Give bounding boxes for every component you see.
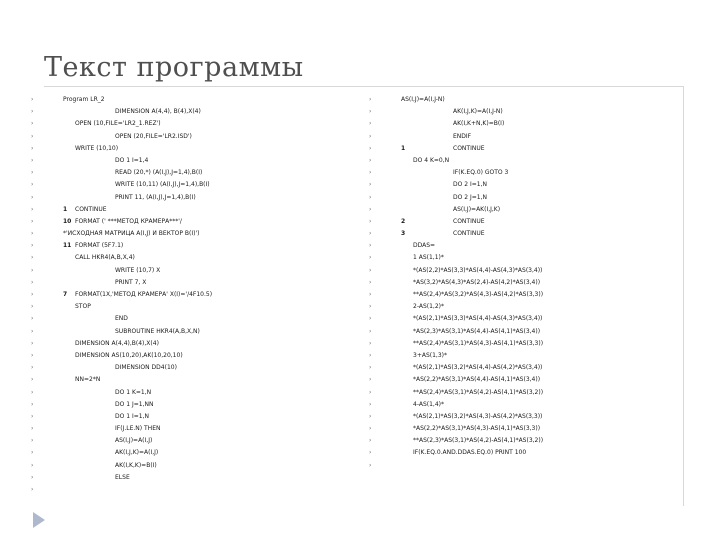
code-line bbox=[369, 423, 679, 435]
code-line bbox=[369, 301, 679, 313]
bullet-icon bbox=[31, 252, 37, 264]
code-line bbox=[31, 252, 351, 264]
code-text: END bbox=[115, 315, 128, 323]
code-line bbox=[369, 265, 679, 277]
code-text: AS(I,J)=AK(I,J,K) bbox=[453, 205, 501, 213]
code-text: IF(J.LE.N) THEN bbox=[115, 425, 161, 433]
bullet-icon bbox=[31, 192, 37, 204]
code-line bbox=[369, 277, 679, 289]
code-text: **AS(2,4)*AS(3,2)*AS(4,3)-AS(4,2)*AS(3,3)) bbox=[413, 291, 544, 298]
code-text: OPEN (20,FILE='LR2.ISD') bbox=[115, 132, 192, 140]
code-line bbox=[31, 472, 351, 484]
code-text: AK(I,J,K)=A(I,J) bbox=[115, 449, 159, 457]
code-text: PRINT 7, X bbox=[115, 278, 147, 286]
code-text: ENDIF bbox=[453, 132, 472, 140]
code-line bbox=[369, 155, 679, 167]
code-text: *AS(2,3)*AS(3,1)*AS(4,4)-AS(4,1)*AS(3,4)) bbox=[413, 327, 541, 335]
bullet-icon bbox=[369, 289, 375, 301]
code-line bbox=[369, 192, 679, 204]
code-line bbox=[369, 338, 679, 350]
code-text: NN=2*N bbox=[75, 376, 101, 384]
bullet-icon bbox=[369, 338, 375, 350]
bullet-icon bbox=[31, 94, 37, 106]
bullet-icon bbox=[31, 277, 37, 289]
bullet-icon bbox=[31, 484, 37, 496]
bullet-icon bbox=[369, 447, 375, 459]
code-text: STOP bbox=[75, 303, 91, 311]
bullet-icon bbox=[31, 204, 37, 216]
code-line bbox=[369, 131, 679, 143]
code-line bbox=[31, 460, 351, 472]
code-line bbox=[31, 155, 351, 167]
bullet-icon bbox=[31, 374, 37, 386]
bullet-icon bbox=[31, 155, 37, 167]
bullet-icon bbox=[369, 362, 375, 374]
code-text: 4-AS(1,4)* bbox=[413, 400, 444, 408]
code-text: CALL HKR4(A,B,X,4) bbox=[75, 254, 135, 262]
code-text: FORMAT (5F7.1) bbox=[75, 242, 124, 250]
bullet-icon bbox=[369, 192, 375, 204]
code-text: **AS(2,4)*AS(3,1)*AS(4,3)-AS(4,1)*AS(3,3)) bbox=[413, 339, 544, 347]
code-line bbox=[31, 192, 351, 204]
bullet-icon bbox=[31, 106, 37, 118]
bullet-icon bbox=[369, 399, 375, 411]
slide-title: Текст программы bbox=[44, 52, 304, 83]
code-text: DO 2 I=1,N bbox=[453, 181, 487, 189]
program-text-left-column bbox=[31, 94, 351, 496]
bullet-icon bbox=[369, 143, 375, 155]
statement-label: 11 bbox=[63, 242, 72, 250]
bullet-icon bbox=[369, 240, 375, 252]
code-line bbox=[31, 265, 351, 277]
code-line bbox=[369, 411, 679, 423]
code-text: AS(I,J)=A(I,J-N) bbox=[401, 96, 445, 103]
code-line bbox=[31, 301, 351, 313]
code-text: ELSE bbox=[115, 473, 130, 481]
code-line bbox=[369, 435, 679, 447]
bullet-icon bbox=[369, 118, 375, 130]
code-line bbox=[369, 460, 679, 472]
bullet-icon bbox=[31, 179, 37, 191]
code-line bbox=[369, 252, 679, 264]
statement-label: 10 bbox=[63, 217, 72, 225]
code-line bbox=[31, 387, 351, 399]
bullet-icon bbox=[31, 338, 37, 350]
code-line bbox=[31, 338, 351, 350]
code-line bbox=[31, 179, 351, 191]
bullet-icon bbox=[31, 289, 37, 301]
bullet-icon bbox=[31, 301, 37, 313]
bullet-icon bbox=[369, 411, 375, 423]
code-line bbox=[31, 240, 351, 252]
code-line bbox=[31, 118, 351, 130]
code-text: **AS(2,3)*AS(3,1)*AS(4,2)-AS(4,1)*AS(3,2)) bbox=[413, 437, 544, 445]
code-line bbox=[369, 94, 679, 106]
code-line bbox=[31, 447, 351, 459]
program-text-right-column bbox=[369, 94, 679, 472]
code-line bbox=[369, 179, 679, 191]
code-text: *(AS(2,2)*AS(3,3)*AS(4,4)-AS(4,3)*AS(3,4)) bbox=[413, 266, 543, 274]
code-text: DO 4 K=0,N bbox=[413, 156, 450, 164]
code-line bbox=[369, 374, 679, 386]
code-line bbox=[31, 277, 351, 289]
bullet-icon bbox=[369, 131, 375, 143]
code-line bbox=[369, 447, 679, 459]
code-line bbox=[31, 313, 351, 325]
title-divider bbox=[44, 86, 684, 87]
code-text: DO 1 I=1,N bbox=[115, 412, 149, 420]
bullet-icon bbox=[31, 362, 37, 374]
code-text: CONTINUE bbox=[75, 205, 107, 213]
code-text: SUBROUTINE HKR4(A,B,X,N) bbox=[115, 327, 200, 335]
bullet-icon bbox=[31, 240, 37, 252]
code-text: FORMAT (' ***МЕТОД КРАМЕРА***'/ bbox=[75, 217, 182, 225]
code-line bbox=[369, 143, 679, 155]
code-text: *'ИСХОДНАЯ МАТРИЦА A(I,J) И ВЕКТОР B(I)') bbox=[63, 230, 200, 238]
bullet-icon bbox=[31, 472, 37, 484]
code-text: AS(I,J)=A(I,J) bbox=[115, 437, 153, 445]
code-text: *AS(3,2)*AS(4,3)*AS(2,4)-AS(4,2)*AS(3,4)) bbox=[413, 278, 541, 286]
bullet-icon bbox=[369, 423, 375, 435]
code-text: CONTINUE bbox=[453, 217, 485, 225]
code-line bbox=[369, 204, 679, 216]
code-line bbox=[369, 387, 679, 399]
code-text: OPEN (10,FILE='LR2_1.REZ') bbox=[75, 120, 161, 128]
bullet-icon bbox=[369, 94, 375, 106]
code-text: **AS(2,4)*AS(3,1)*AS(4,2)-AS(4,1)*AS(3,2)) bbox=[413, 388, 544, 396]
code-text: WRITE (10,7) X bbox=[115, 266, 161, 274]
code-line bbox=[369, 313, 679, 325]
code-line bbox=[31, 374, 351, 386]
code-line bbox=[31, 94, 351, 106]
bullet-icon bbox=[369, 204, 375, 216]
bullet-icon bbox=[369, 179, 375, 191]
bullet-icon bbox=[369, 228, 375, 240]
code-text: DDAS= bbox=[413, 242, 436, 250]
code-line bbox=[31, 106, 351, 118]
code-text: AK(I,J,K)=A(I,J-N) bbox=[453, 108, 503, 116]
code-text: DIMENSION A(4,4),B(4),X(4) bbox=[75, 339, 159, 347]
bullet-icon bbox=[31, 411, 37, 423]
code-text: DIMENSION AS(10,20),AK(10,20,10) bbox=[75, 351, 183, 359]
code-text: IF(K.EQ.0) GOTO 3 bbox=[453, 169, 509, 177]
code-text: DIMENSION A(4,4), B(4),X(4) bbox=[115, 108, 201, 116]
code-line bbox=[31, 131, 351, 143]
code-text: 2-AS(1,2)* bbox=[413, 303, 444, 311]
code-text: CONTINUE bbox=[453, 144, 485, 152]
code-text: DO 1 I=1,4 bbox=[115, 156, 149, 164]
bullet-icon bbox=[369, 277, 375, 289]
statement-label: 2 bbox=[401, 217, 406, 225]
bullet-icon bbox=[369, 252, 375, 264]
bullet-icon bbox=[31, 167, 37, 179]
code-line bbox=[31, 216, 351, 228]
next-slide-arrow-icon[interactable] bbox=[33, 512, 45, 528]
code-text: *(AS(2,1)*AS(3,2)*AS(4,3)-AS(4,2)*AS(3,3)) bbox=[413, 412, 543, 420]
code-line bbox=[31, 228, 351, 240]
statement-label: 1 bbox=[401, 144, 406, 152]
code-line bbox=[31, 362, 351, 374]
statement-label: 7 bbox=[63, 291, 68, 298]
code-text: CONTINUE bbox=[453, 230, 485, 238]
bullet-icon bbox=[369, 313, 375, 325]
code-line bbox=[369, 399, 679, 411]
code-line bbox=[369, 228, 679, 240]
bullet-icon bbox=[369, 435, 375, 447]
bullet-icon bbox=[369, 350, 375, 362]
code-text: DO 1 J=1,NN bbox=[115, 400, 154, 408]
bullet-icon bbox=[31, 265, 37, 277]
code-line bbox=[369, 350, 679, 362]
code-text: DO 1 K=1,N bbox=[115, 388, 152, 396]
code-line bbox=[369, 118, 679, 130]
bullet-icon bbox=[369, 374, 375, 386]
bullet-icon bbox=[31, 399, 37, 411]
code-text: *(AS(2,1)*AS(3,2)*AS(4,4)-AS(4,2)*AS(3,4)) bbox=[413, 364, 543, 372]
bullet-icon bbox=[31, 435, 37, 447]
bullet-icon bbox=[31, 460, 37, 472]
bullet-icon bbox=[31, 228, 37, 240]
bullet-icon bbox=[369, 216, 375, 228]
code-line bbox=[31, 411, 351, 423]
bullet-icon bbox=[369, 155, 375, 167]
bullet-icon bbox=[369, 326, 375, 338]
bullet-icon bbox=[31, 143, 37, 155]
code-line bbox=[31, 204, 351, 216]
code-text: *(AS(2,1)*AS(3,3)*AS(4,4)-AS(4,3)*AS(3,4)) bbox=[413, 315, 543, 323]
code-line bbox=[369, 326, 679, 338]
code-text: FORMAT(1X,'МЕТОД КРАМЕРА' X(I)='/4F10.5) bbox=[75, 291, 213, 298]
code-text: AK(I,K+N,K)=B(I) bbox=[453, 120, 505, 128]
code-line bbox=[369, 167, 679, 179]
code-line bbox=[369, 362, 679, 374]
code-text: WRITE (10,11) (A(I,J),J=1,4),B(I) bbox=[115, 181, 210, 189]
code-text: 3+AS(1,3)* bbox=[413, 351, 447, 359]
code-line bbox=[369, 289, 679, 301]
bullet-icon bbox=[31, 118, 37, 130]
bullet-icon bbox=[369, 265, 375, 277]
code-text: 1 AS(1,1)* bbox=[413, 254, 444, 262]
bullet-icon bbox=[369, 167, 375, 179]
bullet-icon bbox=[31, 447, 37, 459]
code-text: AK(I,K,K)=B(I) bbox=[115, 461, 157, 469]
code-line bbox=[369, 106, 679, 118]
code-line bbox=[31, 289, 351, 301]
bullet-icon bbox=[369, 106, 375, 118]
code-line bbox=[31, 350, 351, 362]
code-line bbox=[31, 484, 351, 496]
code-text: DO 2 J=1,N bbox=[453, 193, 487, 201]
bullet-icon bbox=[31, 387, 37, 399]
bullet-icon bbox=[369, 301, 375, 313]
code-line bbox=[31, 399, 351, 411]
code-text: DIMENSION DD4(10) bbox=[115, 364, 177, 372]
code-line bbox=[369, 240, 679, 252]
bullet-icon bbox=[31, 131, 37, 143]
code-text: PRINT 11, (A(I,J),J=1,4),B(I) bbox=[115, 193, 196, 201]
code-line bbox=[31, 435, 351, 447]
code-line bbox=[31, 143, 351, 155]
code-text: READ (20,*) (A(I,J),J=1,4),B(I) bbox=[115, 169, 203, 177]
bullet-icon bbox=[31, 216, 37, 228]
code-text: *AS(2,2)*AS(3,1)*AS(4,3)-AS(4,1)*AS(3,3)) bbox=[413, 425, 541, 433]
code-line bbox=[31, 423, 351, 435]
bullet-icon bbox=[31, 350, 37, 362]
code-text: *AS(2,2)*AS(3,1)*AS(4,4)-AS(4,1)*AS(3,4)) bbox=[413, 376, 541, 384]
code-line bbox=[369, 216, 679, 228]
code-line bbox=[31, 167, 351, 179]
code-text: WRITE (10,10) bbox=[75, 144, 119, 152]
bullet-icon bbox=[31, 326, 37, 338]
code-line bbox=[31, 326, 351, 338]
statement-label: 1 bbox=[63, 205, 68, 213]
code-text: IF(K.EQ.0.AND.DDAS.EQ.0) PRINT 100 bbox=[413, 449, 527, 457]
bullet-icon bbox=[369, 460, 375, 472]
bullet-icon bbox=[31, 313, 37, 325]
code-text: Program LR_2 bbox=[63, 96, 105, 103]
right-border-line bbox=[683, 86, 684, 506]
statement-label: 3 bbox=[401, 230, 406, 238]
bullet-icon bbox=[31, 423, 37, 435]
bullet-icon bbox=[369, 387, 375, 399]
